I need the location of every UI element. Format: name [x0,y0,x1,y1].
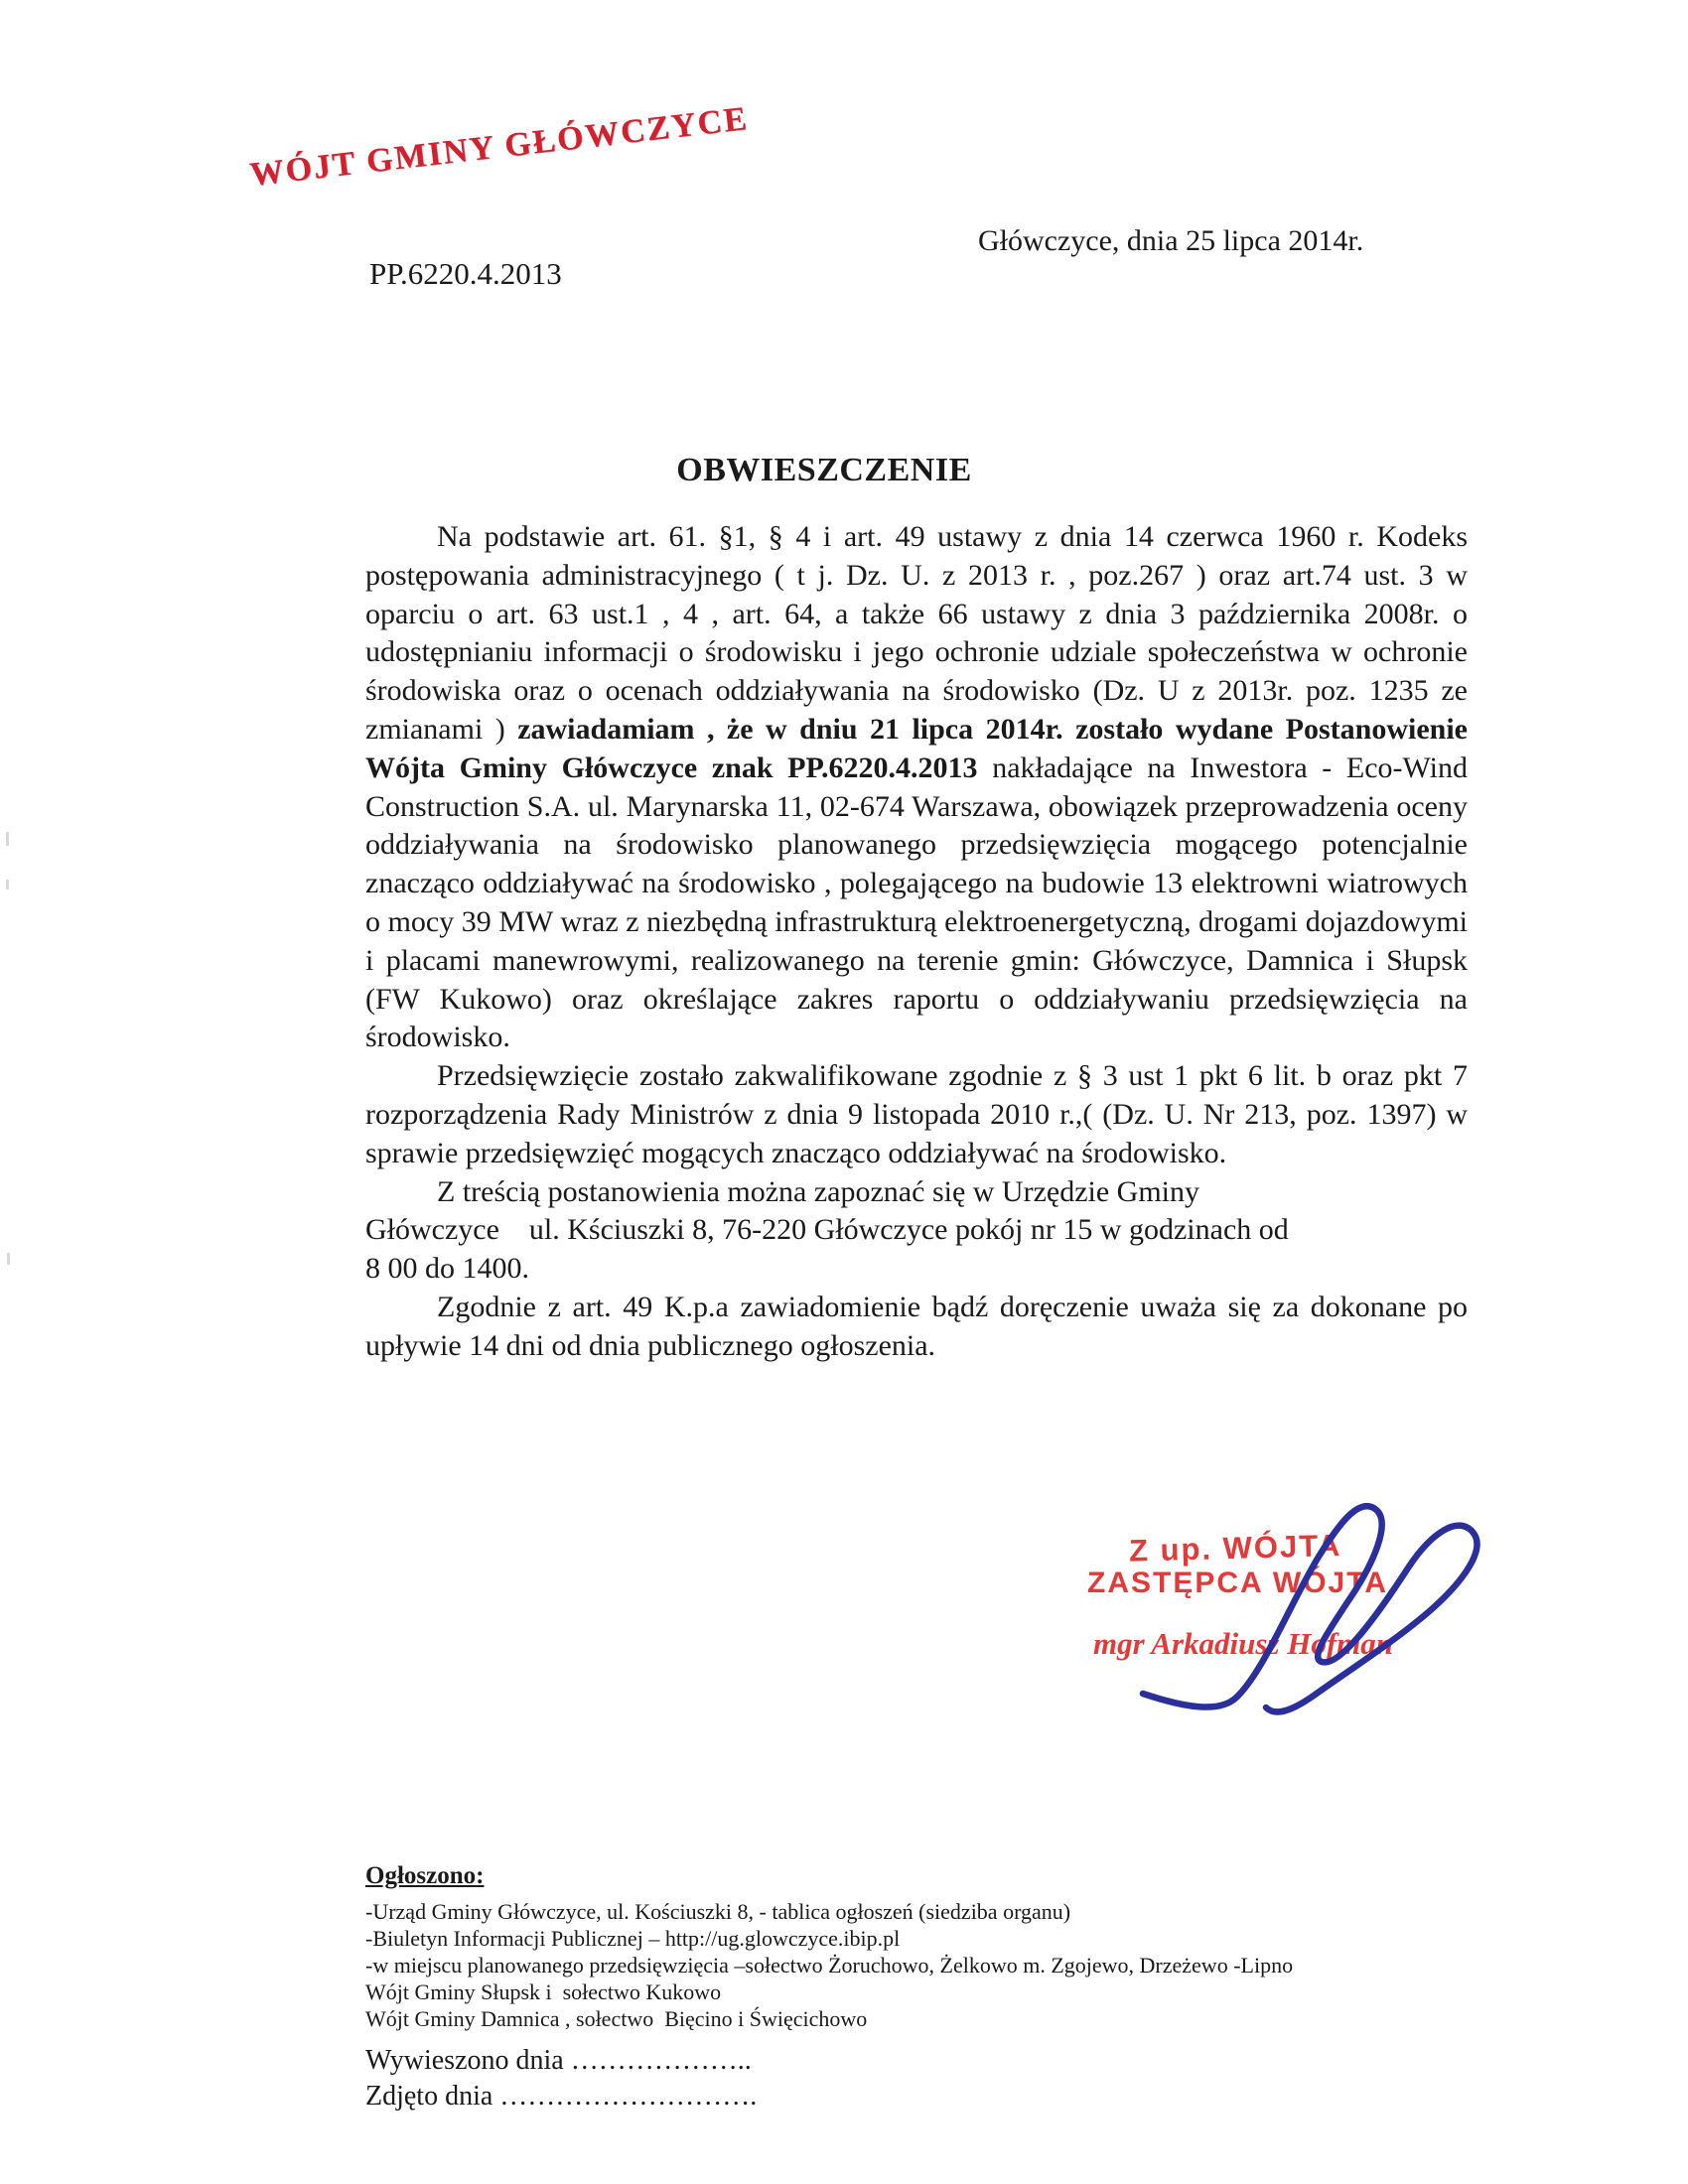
inspection-line: Z treścią postanowienia można zapoznać się w Urzędzie Gminy [437,1174,1200,1208]
paragraph-notification-rule: Zgodnie z art. 49 K.p.a zawiadomienie bądź doręczenie uważa się za dokonane po upływie 14 dni od dnia publicznego ogłoszenia. [365,1290,1468,1362]
document-body [365,518,1468,1366]
paragraph-run-normal: nakładające na Inwestora - Eco-Wind Construction S.A. ul. Marynarska 11, 02-674 Warszawa, obowiązek przeprowadzenia oceny oddziaływania na środowisko planowanego przedsięwzięcia mogącego potencjalnie znacząco oddziaływać na środowisko , polegającego na budowie 13 elektrowni wiatrowych o mocy 39 MW wraz z niezbędną infrastrukturą elektroenergetyczną, drogami dojazdowymi i placami manewrowymi, realizowanego na terenie gmin: Główczyce, Damnica i Słupsk (FW Kukowo) oraz określające zakres raportu o oddziaływaniu przedsięwzięcia na środowisko. [365,751,1468,1054]
scan-artifact [6,880,9,889]
reference-number: PP.6220.4.2013 [369,256,562,291]
distribution-list [365,1862,1458,2032]
date-line: Główczyce, dnia 25 lipca 2014r. [978,224,1364,257]
handwritten-signature [1115,1487,1532,1725]
distribution-item: -w miejscu planowanego przedsięwzięcia –sołectwo Żoruchowo, Żelkowo m. Zgojewo, Drzeżewo -Lipno [365,1953,1294,1978]
signature-name-stamp: mgr Arkadiusz Hofman [1093,1626,1394,1661]
paragraph-run-normal: Na podstawie art. 61. §1, § 4 i art. 49 ustawy z dnia 14 czerwca 1960 r. Kodeks postępowania administracyjnego ( t j. Dz. U. z 2013 r. , poz.267 ) oraz art.74 ust. 3 w oparciu o art. 63 ust.1 , 4 , art. 64, a także 66 ustawy z dnia 3 października 2008r. o udostępnianiu informacji o środowisku i jego ochronie udziale społeczeństwa w ochronie środowiska oraz o ocenach oddziaływania na środowisko (Dz. U z 2013r. poz. 1235 ze zmianami ) [365,520,1468,746]
distribution-heading: Ogłoszono: [365,1862,485,1889]
signature-authorization-stamp: Z up. WÓJTA [1128,1528,1342,1569]
paragraph-run-bold: zawiadamiam , że w dniu 21 lipca 2014r. zostało wydane Postanowienie Wójta Gminy Główczyce znak PP.6220.4.2013 [365,712,1468,784]
scan-artifact [7,1253,10,1265]
paragraph-legal-basis [365,518,1468,1057]
signature-position-stamp: ZASTĘPCA WÓJTA [1087,1567,1388,1599]
posting-dates [365,2043,757,2115]
distribution-item: Wójt Gminy Damnica , sołectwo Bięcino i Święcichowo [365,2006,868,2031]
document-title: OBWIESZCZENIE [676,452,972,488]
distribution-item: -Biuletyn Informacji Publicznej – http://ug.glowczyce.ibip.pl [365,1926,901,1951]
signature-block [1087,1529,1524,1662]
inspection-line: 8 00 do 1400. [365,1252,529,1286]
inspection-line: Główczyce ul. Kściuszki 8, 76-220 Główczyce pokój nr 15 w godzinach od [365,1213,1289,1247]
distribution-item: -Urząd Gminy Główczyce, ul. Kościuszki 8, - tablica ogłoszeń (siedziba organu) [365,1899,1071,1924]
paragraph-inspection-info [365,1173,1468,1289]
removed-date-line: Zdjęto dnia ………………………. [365,2081,758,2112]
posted-date-line: Wywieszono dnia ……………….. [365,2045,752,2076]
paragraph-classification: Przedsięwzięcie zostało zakwalifikowane zgodnie z § 3 ust 1 pkt 6 lit. b oraz pkt 7 rozporządzenia Rady Ministrów z dnia 9 listopada 2010 r.,( (Dz. U. Nr 213, poz. 1397) w sprawie przedsięwzięć mogących znacząco oddziaływać na środowisko. [365,1059,1468,1169]
office-stamp: WÓJT GMINY GŁÓWCZYCE [247,99,751,194]
scan-artifact [6,832,9,846]
distribution-item: Wójt Gminy Słupsk i sołectwo Kukowo [365,1979,722,2004]
